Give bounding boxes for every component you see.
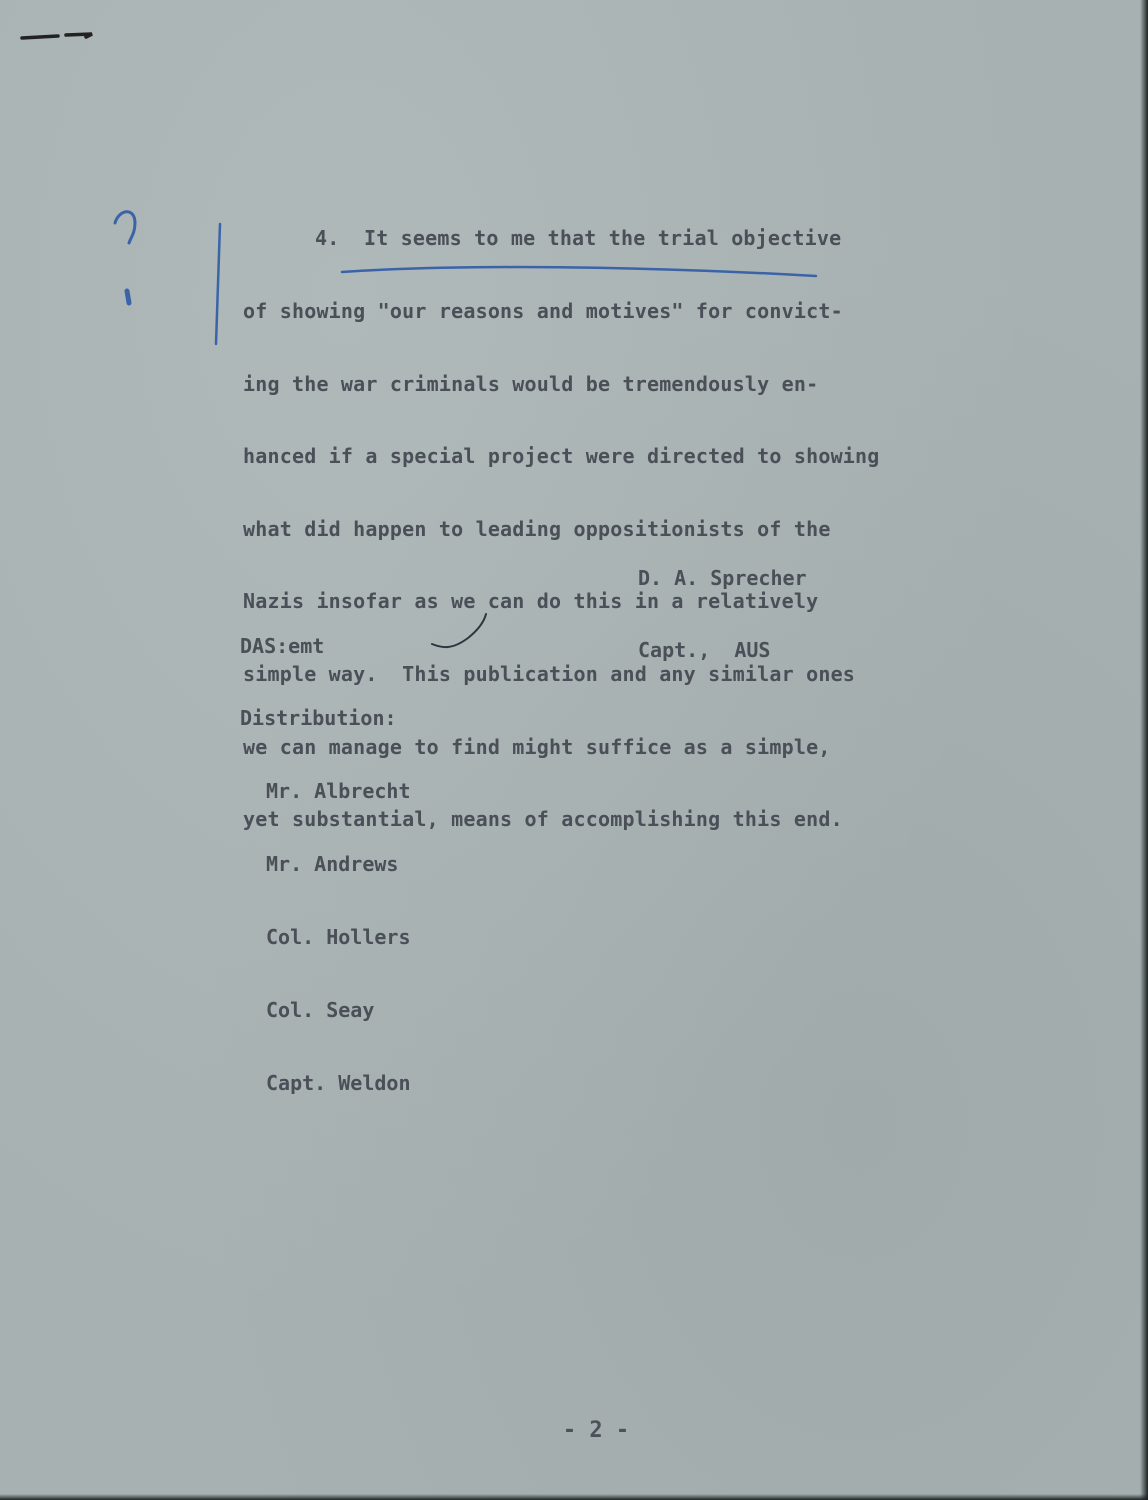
distribution-recipient: Mr. Andrews [266, 852, 399, 877]
margin-vertical-line [210, 222, 226, 347]
paragraph-line: simple way. This publication and any similar ones [243, 661, 856, 686]
paragraph-line: of showing "our reasons and motives" for convict- [243, 299, 843, 323]
signer-rank: Capt., AUS [638, 638, 771, 662]
signer-name: D. A. Sprecher [638, 566, 807, 590]
paragraph-line: hanced if a special project were directed to showing [243, 444, 880, 469]
distribution-recipient: Capt. Weldon [266, 1070, 411, 1095]
check-mark [428, 612, 490, 652]
distribution-label: Distribution: [240, 706, 397, 731]
signature-block [638, 518, 807, 710]
paragraph-line: yet substantial, means of accomplishing this end. [243, 807, 843, 832]
paragraph-line: 4. It seems to me that the trial objective [315, 226, 842, 251]
margin-question-mark [105, 205, 145, 315]
scan-edge-bottom [0, 1494, 1148, 1500]
distribution-recipient: Col. Seay [266, 998, 375, 1023]
paragraph-line: we can manage to find might suffice as a simple, [243, 734, 831, 759]
page-number: - 2 - [562, 1418, 630, 1443]
reference-initials: DAS:emt [240, 633, 325, 658]
distribution-recipient: Mr. Albrecht [266, 779, 411, 804]
distribution-recipient: Col. Hollers [266, 925, 411, 950]
handwritten-underline [340, 262, 820, 282]
corner-dash-mark [18, 30, 98, 44]
paragraph-line: what did happen to leading oppositionists of the [243, 516, 831, 541]
distribution-block [240, 585, 411, 1144]
paragraph-line: ing the war criminals would be tremendously en- [243, 371, 819, 396]
scan-edge-right [1140, 0, 1148, 1500]
paragraph-line: Nazis insofar as we can do this in a relatively [243, 589, 819, 614]
